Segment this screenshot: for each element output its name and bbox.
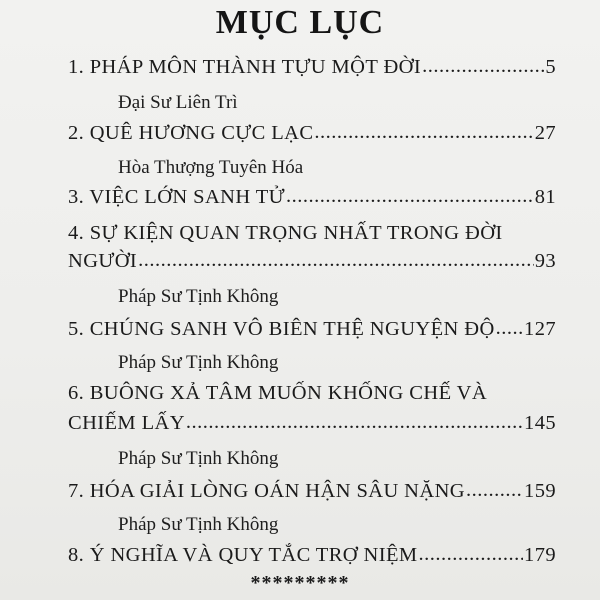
- toc-entry-3-page: 81: [534, 186, 556, 208]
- toc-entry-6-author: Pháp Sư Tịnh Không: [118, 448, 279, 469]
- toc-entry-3-title: 3. VIỆC LỚN SANH TỬ: [68, 186, 285, 208]
- toc-entry-5-author: Pháp Sư Tịnh Không: [118, 352, 279, 373]
- toc-entry-2-page: 27: [534, 122, 556, 144]
- toc-entry-6-title-continued: CHIẾM LẤY: [68, 412, 185, 434]
- toc-entry-6-page: 145: [524, 412, 556, 434]
- toc-leader-dots: [419, 543, 524, 566]
- toc-entry-4-author: Pháp Sư Tịnh Không: [118, 286, 279, 307]
- toc-entry-8-title: 8. Ý NGHĨA VÀ QUY TẮC TRỢ NIỆM: [68, 544, 418, 566]
- toc-entry-4-title: 4. SỰ KIỆN QUAN TRỌNG NHẤT TRONG ĐỜI: [68, 222, 503, 244]
- toc-entry-5-page: 127: [524, 318, 556, 340]
- page-title: MỤC LỤC: [215, 4, 385, 41]
- toc-entry-7-title: 7. HÓA GIẢI LÒNG OÁN HẬN SÂU NẶNG: [68, 480, 466, 502]
- toc-entry-2-title: 2. QUÊ HƯƠNG CỰC LẠC: [68, 122, 314, 144]
- toc-leader-dots: [186, 411, 523, 434]
- toc-entry-7-page: 159: [524, 480, 556, 502]
- toc-entry-1-title: 1. PHÁP MÔN THÀNH TỰU MỘT ĐỜI: [68, 56, 422, 78]
- toc-entry-4: [68, 250, 556, 273]
- toc-entry-7: [68, 480, 556, 503]
- toc-leader-dots: [138, 249, 534, 272]
- toc-entry-2-author: Hòa Thượng Tuyên Hóa: [118, 157, 304, 178]
- toc-entry-1-page: 5: [545, 56, 556, 78]
- toc-entry-1-author: Đại Sư Liên Trì: [118, 92, 238, 113]
- toc-entry-6-title: 6. BUÔNG XẢ TÂM MUỐN KHỐNG CHẾ VÀ: [68, 382, 488, 404]
- toc-entry-7-author: Pháp Sư Tịnh Không: [118, 514, 279, 535]
- toc-leader-dots: [286, 185, 534, 208]
- toc-leader-dots: [314, 121, 533, 144]
- toc-leader-dots: [466, 479, 523, 502]
- toc-entry-8: [68, 544, 556, 567]
- toc-entry-4-title-continued: NGƯỜI: [68, 250, 138, 272]
- toc-entry-3: [68, 186, 556, 209]
- toc-entry-2: [68, 122, 556, 145]
- toc-leader-dots: [422, 55, 544, 78]
- toc-entry-5-title: 5. CHÚNG SANH VÔ BIÊN THỆ NGUYỆN ĐỘ: [68, 318, 495, 340]
- toc-entry-6: [68, 412, 556, 435]
- toc-entry-1: [68, 56, 556, 79]
- toc-leader-dots: [496, 317, 523, 340]
- toc-entry-8-page: 179: [524, 544, 556, 566]
- toc-entry-5: [68, 318, 556, 341]
- footer-stars: *********: [250, 572, 350, 594]
- toc-entry-4-page: 93: [534, 250, 556, 272]
